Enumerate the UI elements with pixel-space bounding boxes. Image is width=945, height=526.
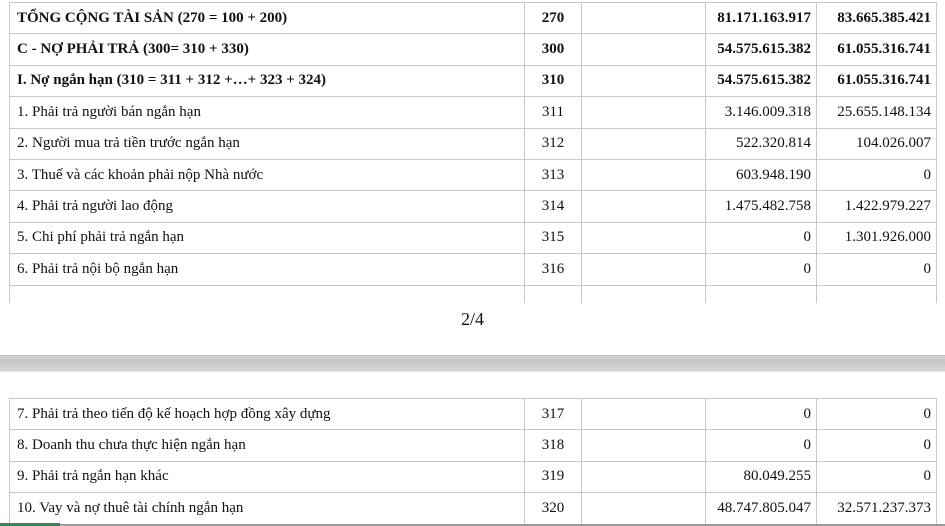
table-row: [10, 191, 937, 222]
row-value-end-cell: 48.747.805.047: [706, 493, 817, 524]
row-note-cell: [582, 254, 706, 285]
row-code-cell: 315: [525, 222, 582, 253]
page-separator: [0, 355, 945, 372]
row-code-cell: 270: [525, 3, 582, 34]
row-value-start-cell: 83.665.385.421: [817, 3, 937, 34]
empty-cell: [817, 285, 937, 303]
table-row: [10, 3, 937, 34]
empty-cell: [706, 285, 817, 303]
row-code-cell: 300: [525, 34, 582, 65]
row-value-end-cell: 0: [706, 430, 817, 461]
row-code-cell: 318: [525, 430, 582, 461]
row-code-cell: 319: [525, 461, 582, 492]
row-name-cell: 2. Người mua trả tiền trước ngắn hạn: [10, 128, 525, 159]
row-value-end-cell: 603.948.190: [706, 159, 817, 190]
row-note-cell: [582, 493, 706, 524]
row-value-end-cell: 54.575.615.382: [706, 34, 817, 65]
row-name-cell: 9. Phải trả ngắn hạn khác: [10, 461, 525, 492]
row-value-start-cell: 0: [817, 461, 937, 492]
table-row: [10, 222, 937, 253]
table-row: [10, 430, 937, 461]
row-value-end-cell: 81.171.163.917: [706, 3, 817, 34]
row-value-end-cell: 3.146.009.318: [706, 97, 817, 128]
table-row-cut: [10, 285, 937, 303]
row-name-cell: I. Nợ ngắn hạn (310 = 311 + 312 +…+ 323 + 324): [10, 65, 525, 96]
row-name-cell: 8. Doanh thu chưa thực hiện ngắn hạn: [10, 430, 525, 461]
row-value-end-cell: 1.475.482.758: [706, 191, 817, 222]
row-note-cell: [582, 3, 706, 34]
row-value-end-cell: 0: [706, 254, 817, 285]
row-note-cell: [582, 399, 706, 430]
row-note-cell: [582, 128, 706, 159]
row-name-cell: 10. Vay và nợ thuê tài chính ngắn hạn: [10, 493, 525, 524]
empty-cell: [10, 285, 525, 303]
row-value-start-cell: 61.055.316.741: [817, 34, 937, 65]
row-value-start-cell: 25.655.148.134: [817, 97, 937, 128]
row-name-cell: 4. Phải trả người lao động: [10, 191, 525, 222]
row-code-cell: 313: [525, 159, 582, 190]
row-value-start-cell: 0: [817, 254, 937, 285]
row-name-cell: TỔNG CỘNG TÀI SẢN (270 = 100 + 200): [10, 3, 525, 34]
row-value-start-cell: 1.422.979.227: [817, 191, 937, 222]
row-value-start-cell: 1.301.926.000: [817, 222, 937, 253]
row-note-cell: [582, 222, 706, 253]
row-value-end-cell: 54.575.615.382: [706, 65, 817, 96]
row-value-start-cell: 32.571.237.373: [817, 493, 937, 524]
row-code-cell: 317: [525, 399, 582, 430]
row-note-cell: [582, 97, 706, 128]
table-row: [10, 97, 937, 128]
row-value-start-cell: 0: [817, 399, 937, 430]
balance-sheet-table-upper: [9, 2, 937, 303]
balance-sheet-table-lower: [9, 398, 937, 525]
row-code-cell: 310: [525, 65, 582, 96]
empty-cell: [525, 285, 582, 303]
row-name-cell: 6. Phải trả nội bộ ngắn hạn: [10, 254, 525, 285]
row-name-cell: C - NỢ PHẢI TRẢ (300= 310 + 330): [10, 34, 525, 65]
row-value-start-cell: 0: [817, 159, 937, 190]
row-note-cell: [582, 65, 706, 96]
row-note-cell: [582, 159, 706, 190]
row-name-cell: 7. Phải trả theo tiến độ kế hoạch hợp đồng xây dựng: [10, 399, 525, 430]
table-row: [10, 254, 937, 285]
row-value-start-cell: 104.026.007: [817, 128, 937, 159]
row-name-cell: 5. Chi phí phải trả ngắn hạn: [10, 222, 525, 253]
table-row: [10, 493, 937, 524]
row-code-cell: 311: [525, 97, 582, 128]
row-value-end-cell: 0: [706, 222, 817, 253]
row-note-cell: [582, 461, 706, 492]
row-name-cell: 1. Phải trả người bán ngắn hạn: [10, 97, 525, 128]
row-value-end-cell: 80.049.255: [706, 461, 817, 492]
row-name-cell: 3. Thuế và các khoản phải nộp Nhà nước: [10, 159, 525, 190]
table-row: [10, 128, 937, 159]
table-row: [10, 399, 937, 430]
row-note-cell: [582, 191, 706, 222]
row-note-cell: [582, 430, 706, 461]
row-note-cell: [582, 34, 706, 65]
table-row: [10, 34, 937, 65]
row-code-cell: 316: [525, 254, 582, 285]
row-value-start-cell: 0: [817, 430, 937, 461]
table-row: [10, 461, 937, 492]
row-code-cell: 320: [525, 493, 582, 524]
page-number: 2/4: [460, 309, 484, 329]
table-row: [10, 159, 937, 190]
row-value-end-cell: 522.320.814: [706, 128, 817, 159]
row-value-start-cell: 61.055.316.741: [817, 65, 937, 96]
empty-cell: [582, 285, 706, 303]
row-code-cell: 314: [525, 191, 582, 222]
row-code-cell: 312: [525, 128, 582, 159]
row-value-end-cell: 0: [706, 399, 817, 430]
table-row: [10, 65, 937, 96]
